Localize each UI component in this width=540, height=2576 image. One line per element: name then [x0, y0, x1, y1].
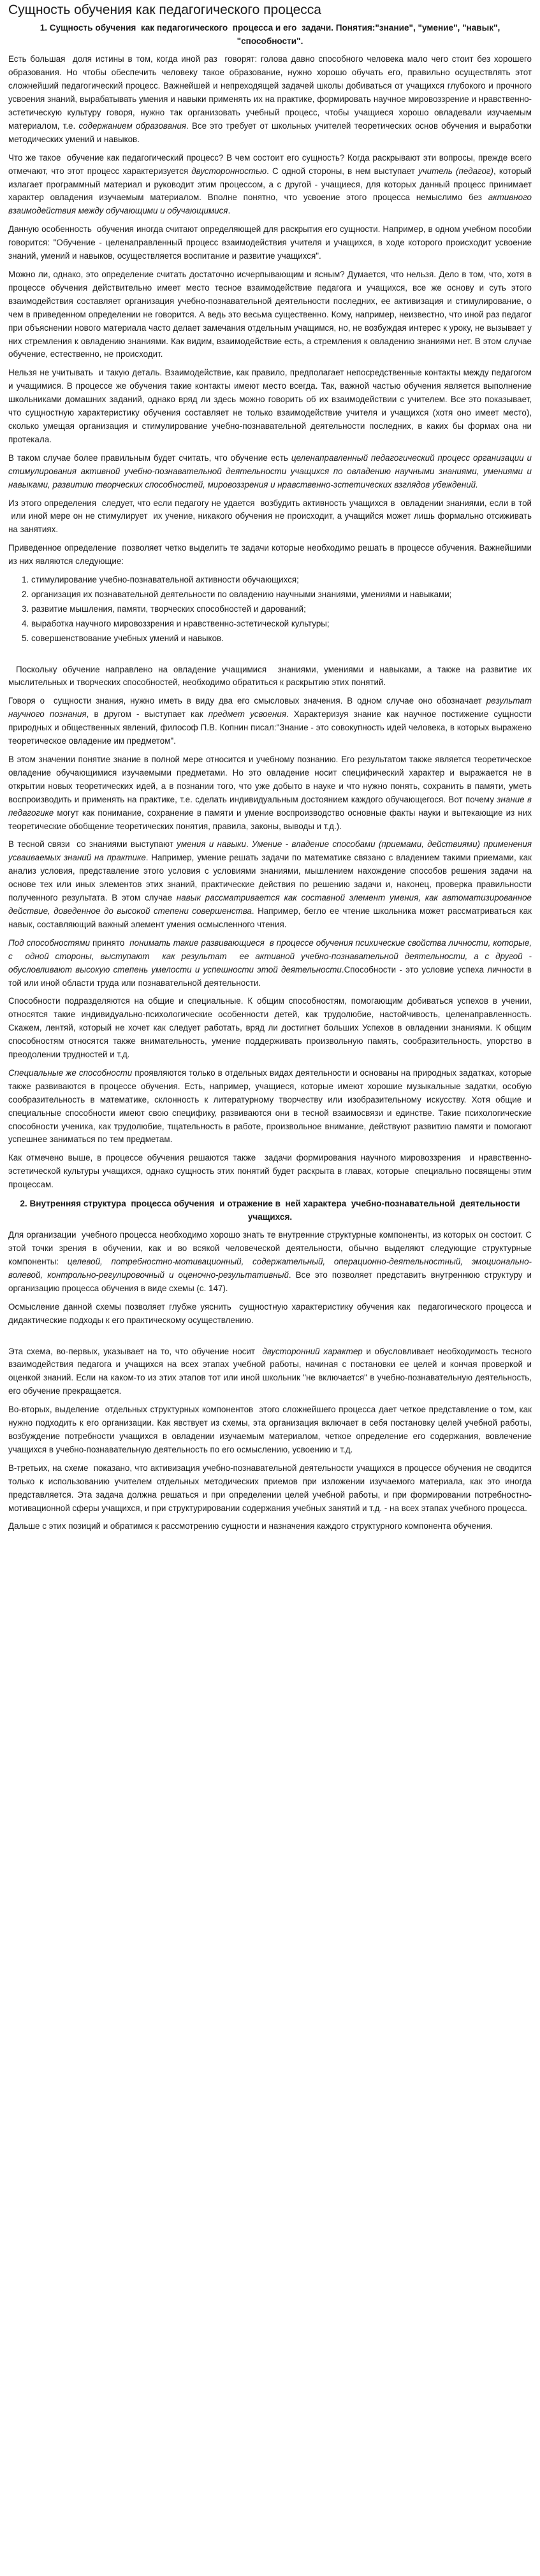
paragraph-15: Специальные же способности проявляются только в отдельных видах деятельности и основаны на природных задатках, которые также развиваются в процессе обучения. Есть, например, учащиеся, которые имеют хорошие музыкальные задатки, особую сообразительность в математике, склонность к литературному творчеству или изобразительному искусству. Хотя общие и специальные способности имеют свою специфику, развиваются они в тесной взаимосвязи и единстве. Такие психологические способности ученика, как трудолюбие, тщательность в работе, произвольное внимание, действуют развитию памяти и помогают успешнее заниматься по тем предметам. [8, 1067, 532, 1145]
list-item: 2. организация их познавательной деятельности по овладению научными знаниями, умениями и навыками; [31, 588, 532, 602]
paragraph-7: Из этого определения следует, что если педагогу не удается возбудить активность учащихся в овладении знаниями, если в той или иной мере он не стимулирует их учение, никакого обучения не происходит, а учащийся может лишь формально отсиживать на занятиях. [8, 498, 532, 535]
paragraph-18: Осмысление данной схемы позволяет глубже уяснить сущностную характеристику обучения как педагогического процесса и дидактические подходы к его практическому осуществлению. [8, 1301, 532, 1325]
paragraph-2: Что же такое обучение как педагогический процесс? В чем состоит его сущность? Когда раскрывают эти вопросы, прежде всего отмечают, что этот процесс характеризуется двусторонностью. С одной стороны, в нем выступает учитель (педагог), который излагает программный материал и руководит этим процессом, а с другой - учащиеся, для которых данный процесс принимает характер овладения изучаемым материалом. Вполне понятно, что усвоение этого процесса немыслимо без активного взаимодействия между обучающими и обучающимися. [8, 152, 532, 216]
paragraph-6: В таком случае более правильным будет считать, что обучение есть целенаправленный педагогический процесс организации и стимулирования активной учебно-познавательной деятельности учащихся по овладению научными знаниями, умениями и навыками, развитию творческих способностей, мировоззрения и нравственно-эстетических взглядов убеждений. [8, 452, 532, 489]
task-list [8, 574, 532, 646]
paragraph-11: В этом значении понятие знание в полной мере относится и учебному познанию. Его результатом также является теоретическое овладение обучающимися изучаемыми предметами. Но это овладение носит специфический характер и выражается не в открытии новых теоретических идей, а в познании того, что уже добыто в науке и что нужно понять, сохранить в памяти, уметь воспроизводить и применять на практике, т.е. сделать индивидуальным достоянием каждого обучающегося. Вот почему знание в педагогике могут как понимание, сохранение в памяти и умение воспроизводство основные факты науки и вытекающие из них теоретические обобщение теоретических понятия, правила, законы, выводы и т.д.). [8, 755, 532, 831]
paragraph-20: Во-вторых, выделение отдельных структурных компонентов этого сложнейшего процесса дает четкое представление о том, как нужно подходить к его организации. Как явствует из схемы, эта организация включает в себя постановку целей учебной работы, возбуждение потребности учащихся в овладении изучаемым материалом, четкое определение его содержания, вовлечение учащихся в учебно-познавательную деятельность по его осмыслению, усвоению и т.д. [8, 1405, 532, 1454]
paragraph-19: Эта схема, во-первых, указывает на то, что обучение носит двусторонний характер и обусловливает необходимость тесного взаимодействия педагога и учащихся на всех этапах учебной работы, начиная с постановки ее целей и кончая проверкой и оценкой знаний. Если на каком-то из этих этапов тот или иной школьник "не включается" в учебно-познавательную деятельность, его обучение прекращается. [8, 1346, 532, 1396]
paragraph-4: Можно ли, однако, это определение считать достаточно исчерпывающим и ясным? Думается, что нельзя. Дело в том, что, хотя в процессе обучения действительно имеет место тесное взаимодействие педагога и учащихся, все же основу и суть этого взаимодействия составляет организация учебно-познавательной деятельности последних, ее активизация и стимулирование, о чем в приведенном определении не говорится. А ведь это весьма существенно. Кому, например, неизвестно, что иной раз педагог при объяснении нового материала часто делает замечания отдельным учащимся, но, не возбуждая интерес к уроку, не вызывает у них стремления к овладению знаниями. Как видим, взаимодействие есть, а стремления к овладению знаниями нет. В этом случае обучение, естественно, не происходит. [8, 270, 532, 359]
list-item: 3. развитие мышления, памяти, творческих способностей и дарований; [31, 603, 532, 616]
paragraph-10: Говоря о сущности знания, нужно иметь в виду два его смысловых значения. В одном случае оно обозначает результат научного познания, в другом - выступает как предмет усвоения. Характеризуя знание как научное постижение сущности природных и общественных явлений, философ П.В. Копнин писал:"Знание - это совокупность идей человека, в которых выражено теоретическое овладение им предметом". [8, 696, 532, 746]
page-title: Сущность обучения как педагогического процесса [8, 3, 321, 17]
paragraph-17: Для организации учебного процесса необходимо хорошо знать те внутренние структурные компоненты, из которых он состоит. С этой точки зрения в обучении, как и во всякой человеческой деятельности, обычно выделяют следующие структурные компоненты: целевой, потребностно-мотивационный, содержательный, операционно-деятельностный, эмоционально-волевой, контрольно-регулировочный и оценочно-результативный. Все это позволяет представить внутреннюю структуру и организацию процесса обучения в виде схемы (с. 147). [8, 1230, 532, 1293]
section-heading-2: 2. Внутренняя структура процесса обучения и отражение в ней характера учебно-познавательной деятельности учащихся. [20, 1199, 520, 1222]
paragraph-14: Способности подразделяются на общие и специальные. К общим способностям, помогающим добиваться успехов в учении, относятся такие индивидуально-психологические особенности детей, как трудолюбие, настойчивость, целенаправленность. Скажем, лентяй, который не хочет как следует работать, вряд ли достигнет больших Успехов в овладении знаниями. К общим способностям относятся также внимательность, умение поддерживать произвольную память, сообразительность, упорство в преодолении трудностей и т.д. [8, 996, 532, 1060]
document-body [8, 21, 532, 1533]
paragraph-3: Данную особенность обучения иногда считают определяющей для раскрытия его сущности. Например, в одном учебном пособии говорится: "Обучение - целенаправленный процесс взаимодействия учителя и учащихся, в ходе которого происходит усвоение знаний, умений и навыков, осуществляется воспитание и развитие учащихся". [8, 224, 532, 261]
paragraph-16: Как отмечено выше, в процессе обучения решаются также задачи формирования научного мировоззрения и нравственно-эстетической культуры учащихся, однако сущность этих понятий будет раскрыта в главах, которые специально посвящены этим процессам. [8, 1153, 532, 1190]
list-item: 5. совершенствование учебных умений и навыков. [31, 632, 532, 646]
list-item: 1. стимулирование учебно-познавательной активности обучающихся; [31, 574, 532, 587]
paragraph-21: В-третьих, на схеме показано, что активизация учебно-познавательной деятельности учащихся в процессе обучения не сводится только к использованию учителем отдельных методических приемов при изложении изучаемого материала, как это иногда представляется. Эта задача должна решаться и при определении целей учебной работы, и при формировании потребностно-мотивационной сферы учащихся, и при структурировании содержания учебных занятий и т.д. - на всех этапах учебного процесса. [8, 1463, 532, 1513]
paragraph-8: Приведенное определение позволяет четко выделить те задачи которые необходимо решать в процессе обучения. Важнейшими из них являются следующие: [8, 543, 532, 567]
paragraph-9: Поскольку обучение направлено на овладение учащимися знаниями, умениями и навыками, а также на развитие их мыслительных и творческих способностей, необходимо обратиться к раскрытию этих понятий. [8, 664, 532, 688]
spacer [8, 651, 532, 663]
paragraph-22: Дальше с этих позиций и обратимся к рассмотрению сущности и назначения каждого структурного компонента обучения. [8, 1521, 493, 1531]
section-heading-1: 1. Сущность обучения как педагогического процесса и его задачи. Понятия:"знание", "умение", "навык", "способности". [40, 23, 500, 47]
paragraph-5: Нельзя не учитывать и такую деталь. Взаимодействие, как правило, предполагает непосредственные контакты между педагогом и учащимися. В процессе же обучения такие контакты имеют место всегда. Так, важной частью обучения является выполнение школьниками домашних заданий, однако вряд ли здесь можно говорить об их взаимодействии с учителем. Все это показывает, что сущностную характеристику обучения составляет не только взаимодействие учителя и учащихся (хотя оно имеет место), сколько умещая организация и стимулирование учебно-познавательной деятельности последних, в каких бы формах она ни протекала. [8, 368, 532, 444]
list-item: 4. выработка научного мировоззрения и нравственно-эстетической культуры; [31, 618, 532, 631]
paragraph-1: Есть большая доля истины в том, когда иной раз говорят: голова давно способного человека мало чего стоит без хорошего образования. Но чтобы обеспечить человеку такое образование, нужно хорошо обучать его, правильно осуществлять этот сложнейший педагогический процесс. Важнейшей и непреходящей задачей школы добиваться от учащихся глубокого и прочного усвоения знаний, вырабатывать умения и навыки применять их на практике, формировать научное мировоззрение и нравственно-эстетическую культуру говоря, нужно так организовать учебный процесс, чтобы учащиеся хорошо овладевали изучаемым материалом, т.е. содержанием образования. Все это требует от школьных учителей теоретических основ обучения и выработки методических умений и навыков. [8, 54, 532, 144]
paragraph-12: В тесной связи со знаниями выступают умения и навыки. Умение - владение способами (приемами, действиями) применения усваиваемых знаний на практике. Например, умение решать задачи по математике связано с владением такими приемами, как анализ условия, представление этого условия с условиями знаниями, мышлением нахождение способов решения задачи на основе тех или иных элементов этих знаний, практические действия по решению задачи и, наконец, проверка правильности полученного результата. В этом случае навык рассматривается как составной элемент умения, как автоматизированное действие, доведенное до высокой степени совершенства. Например, бегло ее чтение школьника может рассматриваться как навык, составляющий важный элемент умения осмысленного чтения. [8, 839, 532, 929]
paragraph-13: Под способностями принято понимать такие развивающиеся в процессе обучения психические свойства личности, которые, с одной стороны, выступают как результат ее активной учебно-познавательной деятельности, а с другой - обусловливают высокую степень умелости и успешности этой деятельности.Способности - это условие успеха личности в той или иной области труда или познавательной деятельности. [8, 937, 532, 988]
spacer [8, 1333, 532, 1345]
